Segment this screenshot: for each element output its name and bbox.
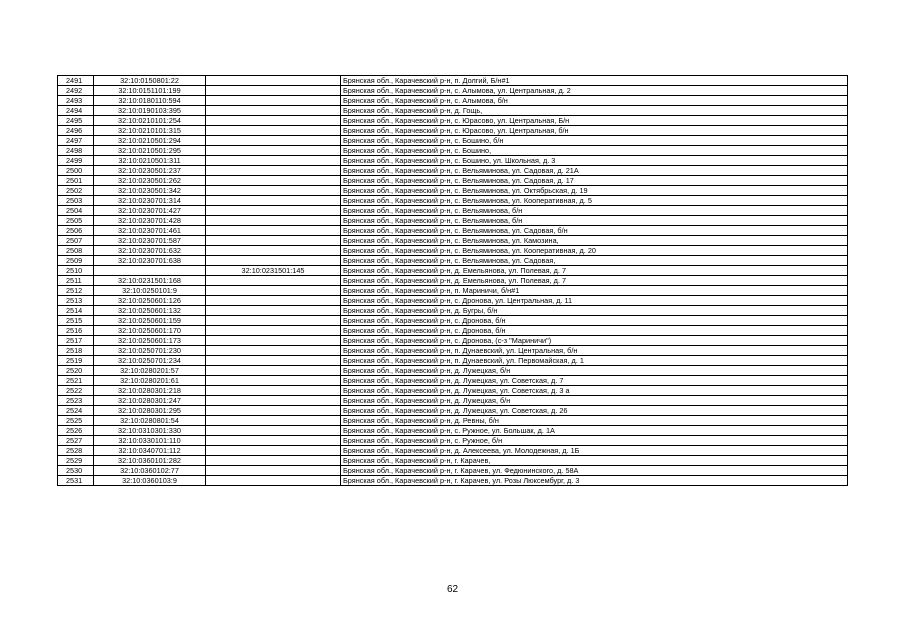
cadastral-number-cell: 32:10:0330101:110 xyxy=(94,436,206,446)
table-row xyxy=(58,256,848,266)
row-number-cell: 2523 xyxy=(58,396,94,406)
table-row xyxy=(58,136,848,146)
table-row xyxy=(58,226,848,236)
cadastral-number-cell: 32:10:0280301:247 xyxy=(94,396,206,406)
row-number-cell: 2511 xyxy=(58,276,94,286)
cadastral-number-cell: 32:10:0230701:428 xyxy=(94,216,206,226)
cadastral-number-alt-cell xyxy=(206,256,341,266)
cadastral-number-alt-cell xyxy=(206,446,341,456)
cadastral-number-cell: 32:10:0250601:132 xyxy=(94,306,206,316)
cadastral-number-alt-cell xyxy=(206,336,341,346)
row-number-cell: 2517 xyxy=(58,336,94,346)
cadastral-number-alt-cell xyxy=(206,156,341,166)
row-number-cell: 2516 xyxy=(58,326,94,336)
cadastral-number-cell: 32:10:0180110:594 xyxy=(94,96,206,106)
cadastral-number-alt-cell xyxy=(206,116,341,126)
cadastral-number-alt-cell xyxy=(206,206,341,216)
cadastral-number-cell: 32:10:0250701:230 xyxy=(94,346,206,356)
table-row xyxy=(58,286,848,296)
table-row xyxy=(58,326,848,336)
row-number-cell: 2492 xyxy=(58,86,94,96)
cadastral-number-alt-cell: 32:10:0231501:145 xyxy=(206,266,341,276)
table-row xyxy=(58,446,848,456)
cadastral-number-alt-cell xyxy=(206,426,341,436)
address-cell: Брянская обл., Карачевский р-н, с. Вельяминова, ул. Садовая, д. 17 xyxy=(341,176,848,186)
cadastral-number-cell: 32:10:0210501:294 xyxy=(94,136,206,146)
table-row xyxy=(58,206,848,216)
cadastral-number-alt-cell xyxy=(206,276,341,286)
row-number-cell: 2519 xyxy=(58,356,94,366)
cadastral-number-alt-cell xyxy=(206,346,341,356)
address-cell: Брянская обл., Карачевский р-н, с. Вельяминова, ул. Садовая, xyxy=(341,256,848,266)
cadastral-number-alt-cell xyxy=(206,286,341,296)
address-cell: Брянская обл., Карачевский р-н, г. Карачев, xyxy=(341,456,848,466)
table-row xyxy=(58,106,848,116)
cadastral-number-alt-cell xyxy=(206,166,341,176)
cadastral-number-cell: 32:10:0230701:632 xyxy=(94,246,206,256)
table-row xyxy=(58,86,848,96)
address-cell: Брянская обл., Карачевский р-н, с. Бошино, xyxy=(341,146,848,156)
cadastral-number-alt-cell xyxy=(206,86,341,96)
address-cell: Брянская обл., Карачевский р-н, д. Лужецкая, ул. Советская, д. 7 xyxy=(341,376,848,386)
row-number-cell: 2499 xyxy=(58,156,94,166)
cadastral-number-alt-cell xyxy=(206,196,341,206)
table-row xyxy=(58,216,848,226)
row-number-cell: 2496 xyxy=(58,126,94,136)
table-row xyxy=(58,356,848,366)
cadastral-number-cell: 32:10:0250601:126 xyxy=(94,296,206,306)
cadastral-number-cell: 32:10:0280201:61 xyxy=(94,376,206,386)
table-row xyxy=(58,76,848,86)
cadastral-number-cell: 32:10:0230701:314 xyxy=(94,196,206,206)
cadastral-number-alt-cell xyxy=(206,416,341,426)
row-number-cell: 2514 xyxy=(58,306,94,316)
row-number-cell: 2491 xyxy=(58,76,94,86)
cadastral-number-cell: 32:10:0230501:237 xyxy=(94,166,206,176)
cadastral-number-alt-cell xyxy=(206,376,341,386)
row-number-cell: 2524 xyxy=(58,406,94,416)
address-cell: Брянская обл., Карачевский р-н, д. Лужецкая, ул. Советская, д. 3 а xyxy=(341,386,848,396)
row-number-cell: 2509 xyxy=(58,256,94,266)
cadastral-number-alt-cell xyxy=(206,76,341,86)
table-row xyxy=(58,316,848,326)
cadastral-number-alt-cell xyxy=(206,386,341,396)
cadastral-number-cell: 32:10:0230501:342 xyxy=(94,186,206,196)
cadastral-number-alt-cell xyxy=(206,306,341,316)
row-number-cell: 2530 xyxy=(58,466,94,476)
cadastral-number-alt-cell xyxy=(206,106,341,116)
table-row xyxy=(58,146,848,156)
cadastral-number-alt-cell xyxy=(206,436,341,446)
address-cell: Брянская обл., Карачевский р-н, п. Долгий, Б/н#1 xyxy=(341,76,848,86)
table-row xyxy=(58,396,848,406)
cadastral-number-alt-cell xyxy=(206,186,341,196)
cadastral-number-cell: 32:10:0360102:77 xyxy=(94,466,206,476)
address-cell: Брянская обл., Карачевский р-н, с. Вельяминова, ул. Садовая, б/н xyxy=(341,226,848,236)
address-cell: Брянская обл., Карачевский р-н, д. Емельянова, ул. Полевая, д. 7 xyxy=(341,276,848,286)
address-cell: Брянская обл., Карачевский р-н, с. Дронова, (с-з "Мариничи") xyxy=(341,336,848,346)
cadastral-number-alt-cell xyxy=(206,466,341,476)
address-cell: Брянская обл., Карачевский р-н, с. Юрасово, ул. Центральная, б/н xyxy=(341,126,848,136)
row-number-cell: 2521 xyxy=(58,376,94,386)
cadastral-number-alt-cell xyxy=(206,356,341,366)
table-row xyxy=(58,126,848,136)
cadastral-number-cell: 32:10:0310301:330 xyxy=(94,426,206,436)
address-cell: Брянская обл., Карачевский р-н, с. Алымова, ул. Центральная, д. 2 xyxy=(341,86,848,96)
cadastral-number-alt-cell xyxy=(206,406,341,416)
cadastral-number-cell: 32:10:0210501:295 xyxy=(94,146,206,156)
address-cell: Брянская обл., Карачевский р-н, с. Вельяминова, б/н xyxy=(341,216,848,226)
cadastral-number-alt-cell xyxy=(206,146,341,156)
row-number-cell: 2512 xyxy=(58,286,94,296)
cadastral-number-alt-cell xyxy=(206,176,341,186)
cadastral-number-cell: 32:10:0230501:262 xyxy=(94,176,206,186)
row-number-cell: 2494 xyxy=(58,106,94,116)
table-row xyxy=(58,366,848,376)
table-row xyxy=(58,116,848,126)
cadastral-number-cell: 32:10:0151101:199 xyxy=(94,86,206,96)
address-cell: Брянская обл., Карачевский р-н, с. Вельяминова, б/н xyxy=(341,206,848,216)
row-number-cell: 2506 xyxy=(58,226,94,236)
cadastral-number-cell: 32:10:0250701:234 xyxy=(94,356,206,366)
cadastral-number-alt-cell xyxy=(206,216,341,226)
table-row xyxy=(58,96,848,106)
address-cell: Брянская обл., Карачевский р-н, с. Дронова, б/н xyxy=(341,316,848,326)
address-cell: Брянская обл., Карачевский р-н, п. Мариничи, б/н#1 xyxy=(341,286,848,296)
row-number-cell: 2528 xyxy=(58,446,94,456)
address-cell: Брянская обл., Карачевский р-н, г. Карачев, ул. Розы Люксембург, д. 3 xyxy=(341,476,848,486)
address-cell: Брянская обл., Карачевский р-н, с. Алымова, б/н xyxy=(341,96,848,106)
table-row xyxy=(58,406,848,416)
cadastral-number-cell: 32:10:0250601:159 xyxy=(94,316,206,326)
cadastral-number-cell: 32:10:0250601:170 xyxy=(94,326,206,336)
address-cell: Брянская обл., Карачевский р-н, д. Лужецкая, б/н xyxy=(341,366,848,376)
cadastral-number-cell: 32:10:0210101:315 xyxy=(94,126,206,136)
cadastral-number-alt-cell xyxy=(206,296,341,306)
cadastral-number-cell: 32:10:0150801:22 xyxy=(94,76,206,86)
address-cell: Брянская обл., Карачевский р-н, с. Ружное, ул. Большак, д. 1А xyxy=(341,426,848,436)
table-row xyxy=(58,156,848,166)
cadastral-number-alt-cell xyxy=(206,136,341,146)
register-table xyxy=(57,75,848,486)
address-cell: Брянская обл., Карачевский р-н, с. Бошино, ул. Школьная, д. 3 xyxy=(341,156,848,166)
row-number-cell: 2501 xyxy=(58,176,94,186)
address-cell: Брянская обл., Карачевский р-н, п. Дунаевский, ул. Центральная, б/н xyxy=(341,346,848,356)
address-cell: Брянская обл., Карачевский р-н, с. Вельяминова, ул. Кооперативная, д. 5 xyxy=(341,196,848,206)
address-cell: Брянская обл., Карачевский р-н, д. Бугры, б/н xyxy=(341,306,848,316)
table-row xyxy=(58,266,848,276)
table-row xyxy=(58,466,848,476)
cadastral-number-alt-cell xyxy=(206,326,341,336)
row-number-cell: 2510 xyxy=(58,266,94,276)
cadastral-number-alt-cell xyxy=(206,366,341,376)
cadastral-number-cell: 32:10:0280201:57 xyxy=(94,366,206,376)
row-number-cell: 2531 xyxy=(58,476,94,486)
address-cell: Брянская обл., Карачевский р-н, п. Дунаевский, ул. Первомайская, д. 1 xyxy=(341,356,848,366)
address-cell: Брянская обл., Карачевский р-н, с. Вельяминова, ул. Октябрьская, д. 19 xyxy=(341,186,848,196)
table-row xyxy=(58,476,848,486)
cadastral-number-cell: 32:10:0230701:638 xyxy=(94,256,206,266)
cadastral-number-cell: 32:10:0280801:54 xyxy=(94,416,206,426)
cadastral-number-cell: 32:10:0280301:295 xyxy=(94,406,206,416)
table-row xyxy=(58,416,848,426)
cadastral-number-cell: 32:10:0230701:587 xyxy=(94,236,206,246)
table-row xyxy=(58,346,848,356)
address-cell: Брянская обл., Карачевский р-н, д. Лужецкая, б/н xyxy=(341,396,848,406)
row-number-cell: 2503 xyxy=(58,196,94,206)
address-cell: Брянская обл., Карачевский р-н, д. Лужецкая, ул. Советская, д. 26 xyxy=(341,406,848,416)
table-row xyxy=(58,246,848,256)
row-number-cell: 2504 xyxy=(58,206,94,216)
table-row xyxy=(58,436,848,446)
cadastral-number-cell: 32:10:0340701:112 xyxy=(94,446,206,456)
row-number-cell: 2513 xyxy=(58,296,94,306)
table-row xyxy=(58,296,848,306)
cadastral-number-cell: 32:10:0210501:311 xyxy=(94,156,206,166)
page-number: 62 xyxy=(446,584,459,595)
cadastral-number-alt-cell xyxy=(206,456,341,466)
row-number-cell: 2529 xyxy=(58,456,94,466)
cadastral-number-alt-cell xyxy=(206,236,341,246)
cadastral-number-alt-cell xyxy=(206,126,341,136)
address-cell: Брянская обл., Карачевский р-н, с. Бошино, б/н xyxy=(341,136,848,146)
table-row xyxy=(58,426,848,436)
row-number-cell: 2526 xyxy=(58,426,94,436)
address-cell: Брянская обл., Карачевский р-н, с. Вельяминова, ул. Кооперативная, д. 20 xyxy=(341,246,848,256)
cadastral-number-cell: 32:10:0210101:254 xyxy=(94,116,206,126)
table-row xyxy=(58,166,848,176)
table-row xyxy=(58,336,848,346)
address-cell: Брянская обл., Карачевский р-н, с. Ружное, б/н xyxy=(341,436,848,446)
address-cell: Брянская обл., Карачевский р-н, с. Вельяминова, ул. Камозина, xyxy=(341,236,848,246)
table-row xyxy=(58,176,848,186)
cadastral-number-alt-cell xyxy=(206,246,341,256)
cadastral-number-cell: 32:10:0250601:173 xyxy=(94,336,206,346)
cadastral-number-cell: 32:10:0360103:9 xyxy=(94,476,206,486)
cadastral-number-cell: 32:10:0360101:282 xyxy=(94,456,206,466)
table-row xyxy=(58,376,848,386)
register-table-body xyxy=(58,76,848,486)
address-cell: Брянская обл., Карачевский р-н, д. Гощь, xyxy=(341,106,848,116)
address-cell: Брянская обл., Карачевский р-н, с. Юрасово, ул. Центральная, Б/н xyxy=(341,116,848,126)
address-cell: Брянская обл., Карачевский р-н, с. Вельяминова, ул. Садовая, д. 21А xyxy=(341,166,848,176)
cadastral-number-alt-cell xyxy=(206,476,341,486)
table-row xyxy=(58,196,848,206)
cadastral-number-cell: 32:10:0280301:218 xyxy=(94,386,206,396)
table-row xyxy=(58,386,848,396)
address-cell: Брянская обл., Карачевский р-н, д. Алексеева, ул. Молодежная, д. 1Б xyxy=(341,446,848,456)
address-cell: Брянская обл., Карачевский р-н, с. Дронова, ул. Центральная, д. 11 xyxy=(341,296,848,306)
table-row xyxy=(58,186,848,196)
cadastral-number-alt-cell xyxy=(206,396,341,406)
row-number-cell: 2497 xyxy=(58,136,94,146)
address-cell: Брянская обл., Карачевский р-н, д. Емельянова, ул. Полевая, д. 7 xyxy=(341,266,848,276)
row-number-cell: 2493 xyxy=(58,96,94,106)
cadastral-number-cell: 32:10:0230701:461 xyxy=(94,226,206,236)
cadastral-number-cell: 32:10:0231501:168 xyxy=(94,276,206,286)
address-cell: Брянская обл., Карачевский р-н, с. Дронова, б/н xyxy=(341,326,848,336)
cadastral-number-alt-cell xyxy=(206,96,341,106)
row-number-cell: 2518 xyxy=(58,346,94,356)
cadastral-number-cell xyxy=(94,266,206,276)
row-number-cell: 2525 xyxy=(58,416,94,426)
row-number-cell: 2520 xyxy=(58,366,94,376)
address-cell: Брянская обл., Карачевский р-н, г. Карачев, ул. Федюнинского, д. 58А xyxy=(341,466,848,476)
row-number-cell: 2500 xyxy=(58,166,94,176)
table-row xyxy=(58,306,848,316)
row-number-cell: 2522 xyxy=(58,386,94,396)
table-row xyxy=(58,456,848,466)
row-number-cell: 2507 xyxy=(58,236,94,246)
table-row xyxy=(58,276,848,286)
row-number-cell: 2495 xyxy=(58,116,94,126)
cadastral-number-alt-cell xyxy=(206,226,341,236)
cadastral-number-alt-cell xyxy=(206,316,341,326)
row-number-cell: 2527 xyxy=(58,436,94,446)
row-number-cell: 2508 xyxy=(58,246,94,256)
cadastral-number-cell: 32:10:0250101:9 xyxy=(94,286,206,296)
row-number-cell: 2505 xyxy=(58,216,94,226)
address-cell: Брянская обл., Карачевский р-н, д. Ревны, б/н xyxy=(341,416,848,426)
table-row xyxy=(58,236,848,246)
row-number-cell: 2515 xyxy=(58,316,94,326)
row-number-cell: 2502 xyxy=(58,186,94,196)
cadastral-number-cell: 32:10:0190103:395 xyxy=(94,106,206,116)
row-number-cell: 2498 xyxy=(58,146,94,156)
cadastral-number-cell: 32:10:0230701:427 xyxy=(94,206,206,216)
